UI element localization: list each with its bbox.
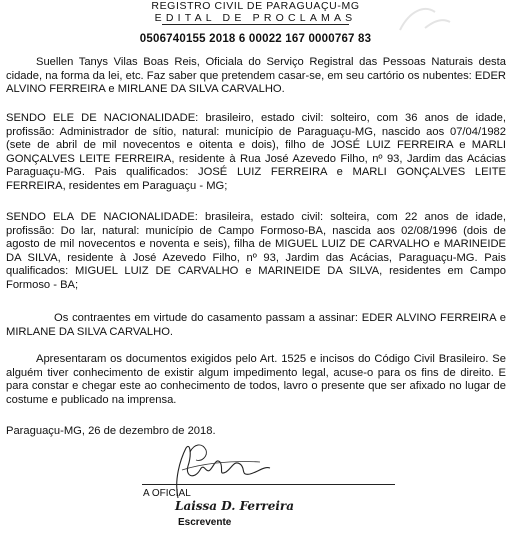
protocol-number: 0506740155 2018 6 00022 167 0000767 83 [139, 33, 372, 45]
documents-paragraph: Apresentaram os documentos exigidos pelo Art. 1525 e incisos do Código Civil Brasileiro. Se alguém tiver conhecimento de existir algum impedimento legal, acuse-o para os fins de direito. E para constar e chegar este ao conhecimento de todos, lavro o presente que ser afixado no lugar de costume e publicado na imprensa. [6, 353, 506, 406]
signature-line [142, 484, 395, 485]
registry-title: REGISTRO CIVIL DE PARAGUAÇU-MG [151, 0, 360, 12]
header-divider [162, 24, 349, 25]
signatory-title: Escrevente [178, 517, 232, 528]
bride-paragraph: SENDO ELA DE NACIONALIDADE: brasileira, estado civil: solteira, com 22 anos de idade, profissão: Do lar, natural: município de Campo Formoso-BA, nascida aos 02/08/1996 (dois de agosto de mil novecentos e noventa e seis), filha de MIGUEL LUIZ DE CARVALHO e MARINEIDE DA SILVA, residente à José Azevedo Filho, nº 93, Jardim das Acácias, Paraguaçu-MG. Pais qualificados: MIGUEL LUIZ DE CARVALHO e MARINEIDE DA SILVA, residentes em Campo Formoso - BA; [6, 211, 506, 291]
intro-paragraph: Suellen Tanys Vilas Boas Reis, Oficiala do Serviço Registral das Pessoas Naturais desta cidade, na forma da lei, etc. Faz saber que pretendem casar-se, em seu cartório os nubentes: EDER ALVINO FERREIRA e MIRLANE DA SILVA CARVALHO. [6, 56, 506, 96]
signatory-name: Laissa D. Ferreira [175, 499, 295, 513]
groom-paragraph: SENDO ELE DE NACIONALIDADE: brasileiro, estado civil: solteiro, com 36 anos de idade, profissão: Administrador de sítio, natural: município de Paraguaçu-MG, nascido aos 07/04/1982 (sete de abril de mil novecentos e oitenta e dois), filho de JOSÉ LUIZ FERREIRA e MARLI GONÇALVES LEITE FERREIRA, residente à Rua José Azevedo Filho, nº 93, Jardim das Acácias Paraguaçu-MG. Pais qualificados: JOSÉ LUIZ FERREIRA e MARLI GONÇALVES LEITE FERREIRA, residentes em Paraguaçu - MG; [6, 112, 506, 192]
edital-title: EDITAL DE PROCLAMAS [154, 12, 357, 24]
signing-paragraph: Os contraentes em virtude do casamento passam a assinar: EDER ALVINO FERREIRA e MIRLANE DA SILVA CARVALHO. [6, 312, 506, 338]
signature-role: A OFICIAL [143, 488, 191, 499]
date-line: Paraguaçu-MG, 26 de dezembro de 2018. [6, 425, 216, 437]
